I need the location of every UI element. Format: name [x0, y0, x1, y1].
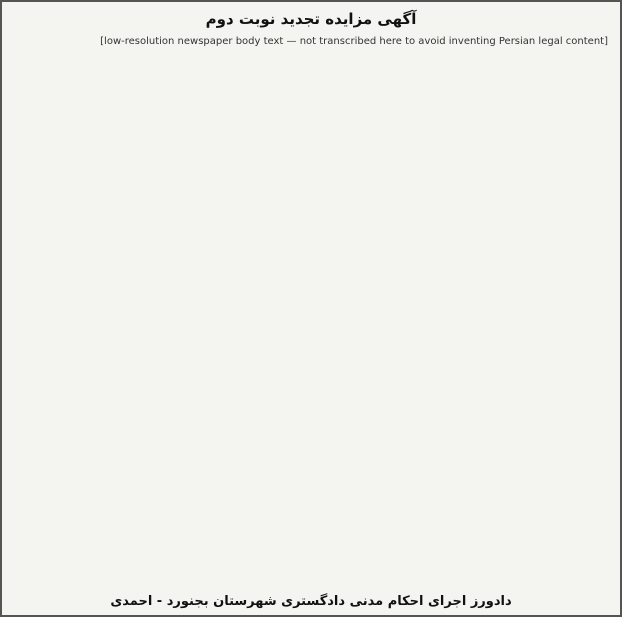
notice-signature: دادورز اجرای احکام مدنی دادگستری شهرستان بجنورد - احمدی [110, 594, 512, 609]
notice-title: آگهی مزایده تجدید نوبت دوم [205, 10, 417, 28]
notice-body: [low-resolution newspaper body text — not transcribed here to avoid inventing Persian legal content] [100, 36, 608, 47]
